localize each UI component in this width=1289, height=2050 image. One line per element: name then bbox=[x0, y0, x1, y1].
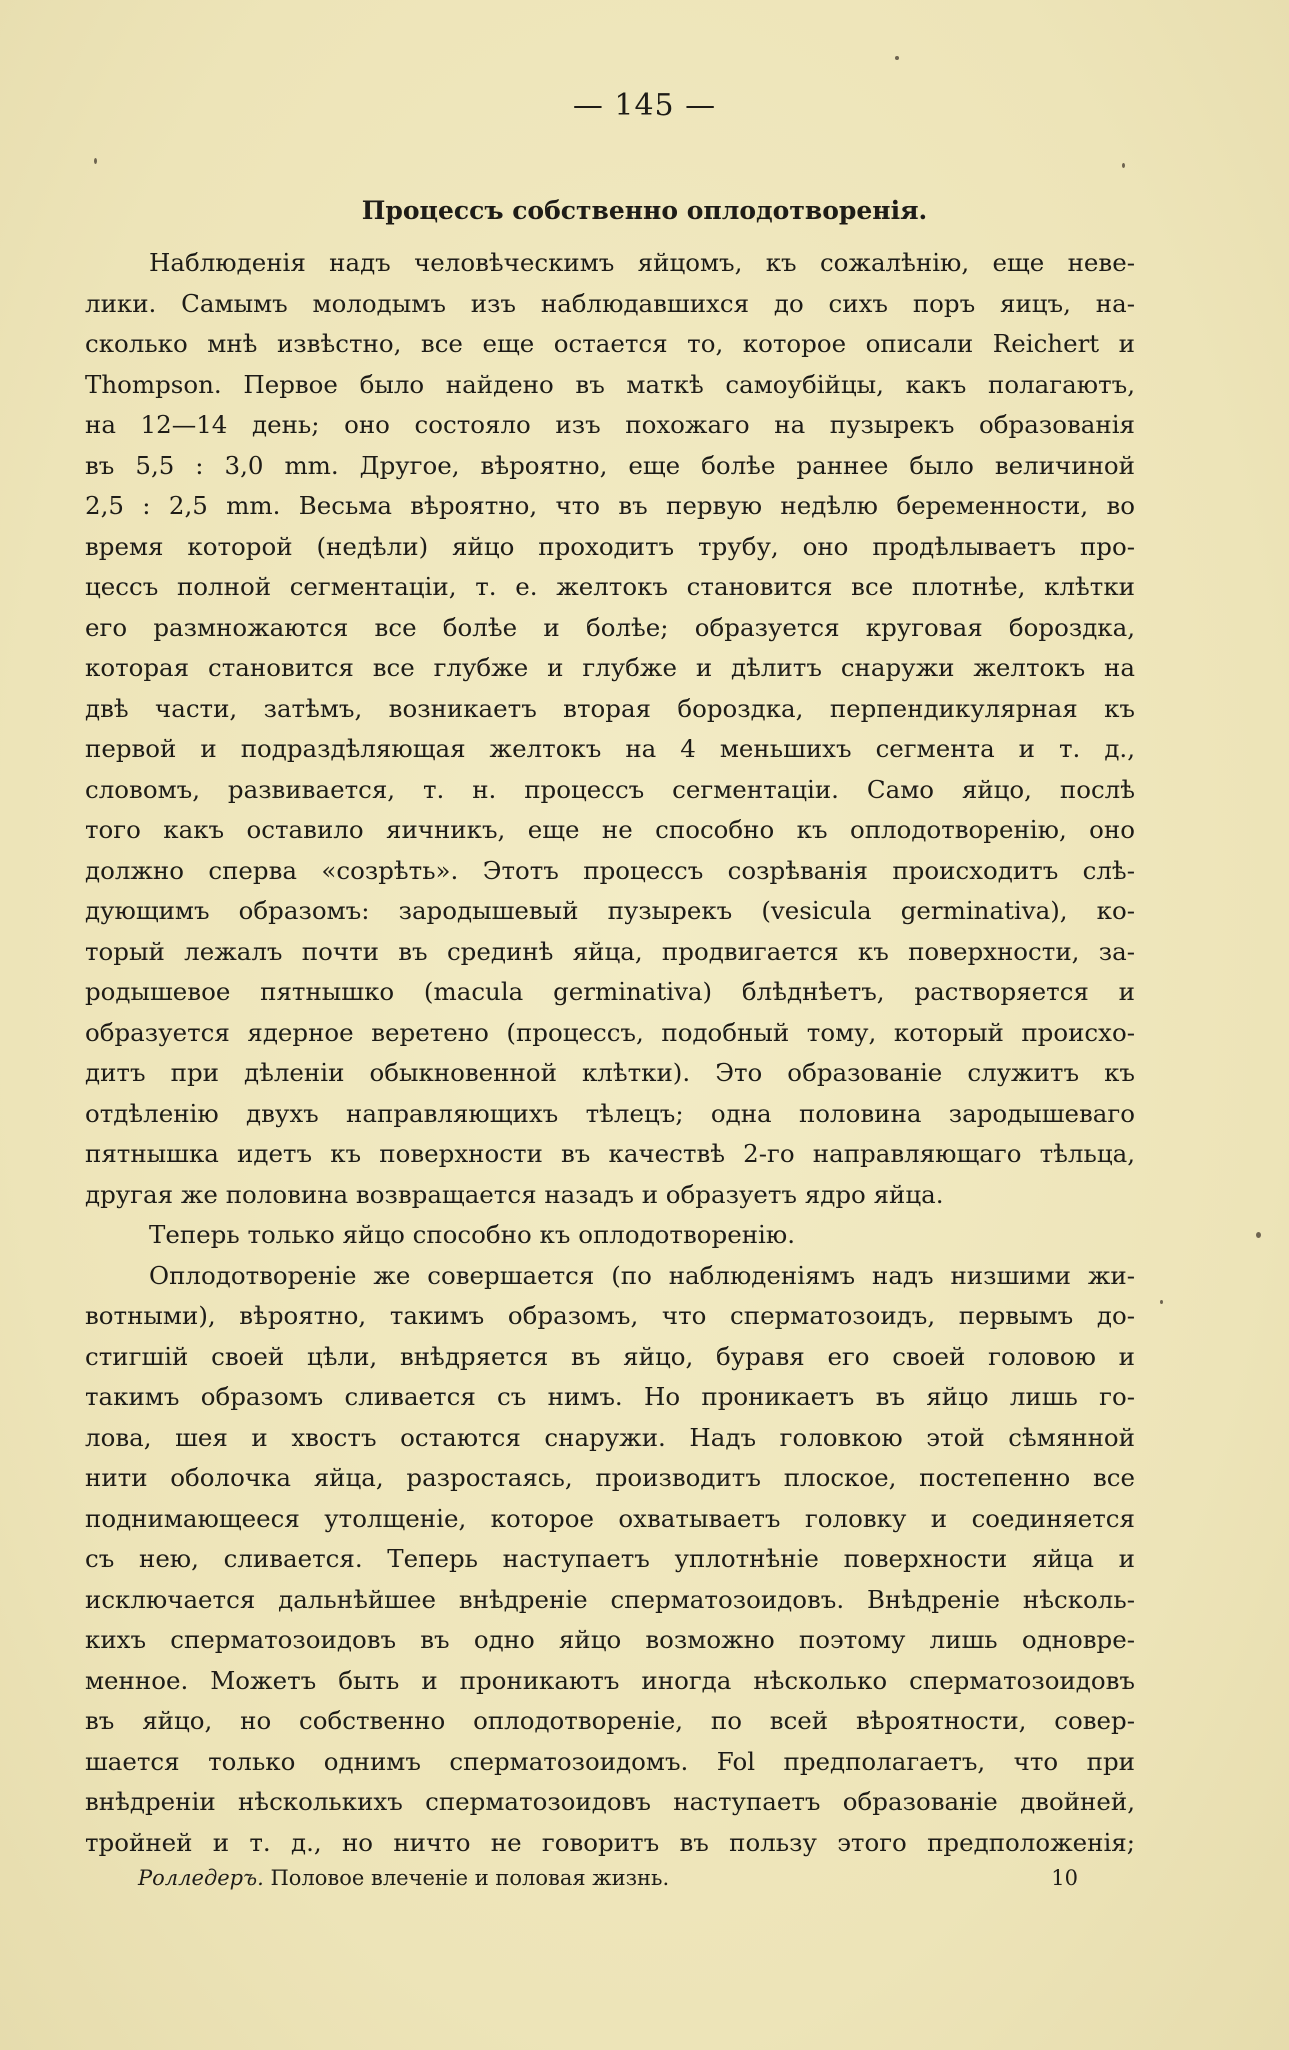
text-line: словомъ, развивается, т. н. процессъ сегментаціи. Само яйцо, послѣ bbox=[85, 774, 1135, 804]
page-footer bbox=[138, 1866, 1078, 1890]
page-number: — 145 — bbox=[572, 88, 717, 123]
text-line: кихъ сперматозоидовъ въ одно яйцо возможно поэтому лишь одновре- bbox=[85, 1625, 1135, 1654]
text-line: лова, шея и хвостъ остаются снаружи. Надъ головкою этой сѣмянной bbox=[85, 1422, 1135, 1452]
text-line: дитъ при дѣленіи обыкновенной клѣтки). Это образованіе служитъ къ bbox=[85, 1058, 1135, 1087]
text-line: такимъ образомъ сливается съ нимъ. Но проникаетъ въ яйцо лишь го- bbox=[85, 1382, 1135, 1411]
footer-signature-mark: 10 bbox=[1051, 1866, 1078, 1890]
text-line: вотными), вѣроятно, такимъ образомъ, что сперматозоидъ, первымъ до- bbox=[85, 1301, 1135, 1330]
text-line: лики. Самымъ молодымъ изъ наблюдавшихся до сихъ поръ яицъ, на- bbox=[85, 288, 1135, 318]
text-line: отдѣленію двухъ направляющихъ тѣлецъ; одна половина зародышеваго bbox=[85, 1098, 1135, 1128]
footer-author: Ролледеръ. bbox=[138, 1866, 264, 1890]
text-line: въ 5,5 : 3,0 mm. Другое, вѣроятно, еще болѣе раннее было величиной bbox=[85, 450, 1135, 480]
text-line: другая же половина возвращается назадъ и образуетъ ядро яйца. bbox=[85, 1179, 944, 1209]
text-line: поднимающееся утолщеніе, которое охватываетъ головку и соединяется bbox=[85, 1503, 1135, 1533]
section-heading: Процессъ собственно оплодотворенія. bbox=[361, 196, 928, 225]
text-line: образуется ядерное веретено (процессъ, подобный тому, который происхо- bbox=[85, 1017, 1135, 1047]
text-line: съ нею, сливается. Теперь наступаетъ уплотнѣніе поверхности яйца и bbox=[85, 1544, 1135, 1573]
text-line: Наблюденія надъ человѣческимъ яйцомъ, къ сожалѣнію, еще неве- bbox=[149, 248, 1135, 277]
text-line: Оплодотвореніе же совершается (по наблюденіямъ надъ низшими жи- bbox=[149, 1260, 1135, 1290]
paper-speck bbox=[1122, 163, 1125, 168]
text-line: въ яйцо, но собственно оплодотвореніе, по всей вѣроятности, совер- bbox=[85, 1706, 1135, 1735]
text-line: сколько мнѣ извѣстно, все еще остается то, которое описали Reichert и bbox=[85, 329, 1135, 358]
text-line: Теперь только яйцо способно къ оплодотворенію. bbox=[149, 1220, 795, 1249]
text-line: Thompson. Первое было найдено въ маткѣ самоубійцы, какъ полагаютъ, bbox=[85, 369, 1135, 399]
text-line: его размножаются все болѣе и болѣе; образуется круговая бороздка, bbox=[85, 612, 1135, 642]
text-line: менное. Можетъ быть и проникаютъ иногда нѣсколько сперматозоидовъ bbox=[85, 1665, 1135, 1695]
text-line: родышевое пятнышко (macula germinativa) блѣднѣетъ, растворяется и bbox=[85, 977, 1135, 1006]
text-line: того какъ оставило яичникъ, еще не способно къ оплодотворенію, оно bbox=[85, 815, 1135, 844]
text-line: дующимъ образомъ: зародышевый пузырекъ (vesicula germinativa), ко- bbox=[85, 896, 1135, 925]
text-line: стигшій своей цѣли, внѣдряется въ яйцо, буравя его своей головою и bbox=[85, 1341, 1135, 1371]
text-line: шается только однимъ сперматозоидомъ. Fol предполагаетъ, что при bbox=[85, 1746, 1135, 1776]
text-line: которая становится все глубже и глубже и дѣлитъ снаружи желтокъ на bbox=[85, 653, 1135, 682]
footer-title: Половое влеченіе и половая жизнь. bbox=[270, 1866, 670, 1890]
text-line: тройней и т. д., но ничто не говоритъ въ пользу этого предположенія; bbox=[85, 1827, 1135, 1857]
text-line: торый лежалъ почти въ срединѣ яйца, продвигается къ поверхности, за- bbox=[85, 936, 1135, 966]
text-line: внѣдреніи нѣсколькихъ сперматозоидовъ наступаетъ образованіе двойней, bbox=[85, 1787, 1135, 1816]
body-text bbox=[85, 243, 1135, 1863]
paper-speck bbox=[895, 56, 899, 60]
paper-speck bbox=[94, 158, 97, 164]
text-line: исключается дальнѣйшее внѣдреніе сперматозоидовъ. Внѣдреніе нѣсколь- bbox=[85, 1584, 1135, 1614]
paper-speck bbox=[1160, 1300, 1163, 1304]
text-line: должно сперва «созрѣть». Этотъ процессъ созрѣванія происходитъ слѣ- bbox=[85, 855, 1135, 885]
text-line: первой и подраздѣляющая желтокъ на 4 меньшихъ сегмента и т. д., bbox=[85, 734, 1135, 763]
text-line: пятнышка идетъ къ поверхности въ качествѣ 2-го направляющаго тѣльца, bbox=[85, 1139, 1135, 1168]
text-line: 2,5 : 2,5 mm. Весьма вѣроятно, что въ первую недѣлю беременности, во bbox=[85, 491, 1135, 520]
text-line: цессъ полной сегментаціи, т. е. желтокъ становится все плотнѣе, клѣтки bbox=[85, 572, 1135, 601]
text-line: время которой (недѣли) яйцо проходитъ трубу, оно продѣлываетъ про- bbox=[85, 531, 1135, 561]
text-line: двѣ части, затѣмъ, возникаетъ вторая бороздка, перпендикулярная къ bbox=[85, 693, 1135, 723]
paper-speck bbox=[1256, 1232, 1261, 1238]
text-line: на 12—14 день; оно состояло изъ похожаго на пузырекъ образованія bbox=[85, 410, 1135, 439]
text-line: нити оболочка яйца, разростаясь, производитъ плоское, постепенно все bbox=[85, 1463, 1135, 1492]
